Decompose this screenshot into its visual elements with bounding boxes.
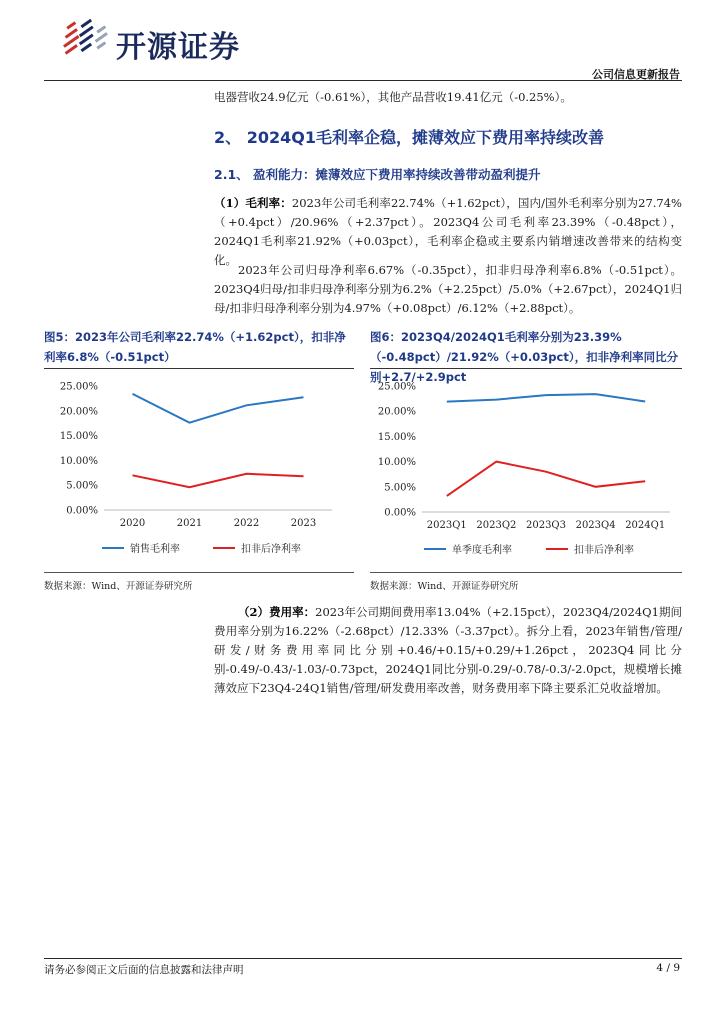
legend-label-2-0: 单季度毛利率 [452,545,512,556]
brand-name: 开源证券 [116,30,240,65]
y-tick-label-1-4: 20.00% [59,406,98,418]
figure6-title: 图6：2023Q4/2024Q1毛利率分别为23.39%（-0.48pct）/21.92%（+0.03pct），扣非净利率同比分别+2.7/+2.9pct [370,330,679,384]
figure5-bottom-rule [44,572,354,573]
doc-type-label: 公司信息更新报告 [592,68,680,81]
y-tick-label-1-5: 25.00% [59,381,98,393]
y-tick-label-2-5: 25.00% [377,381,416,393]
expense-ratio-text: 2023年公司期间费用率13.04%（+2.15pct），2023Q4/2024Q1期间费用率分别为16.22%（-2.68pct）/12.33%（-3.37pct）。拆分上看，2023年销售/管理/研发/财务费用率同比分别+0.46/+0.15/+0.29/+1.26pct，2023Q4同比分别-0.49/-0.43/-1.03/-0.73pct，2024Q1同比分别-0.29/-0.78/-0.3/-2.0pct，规模增长摊薄效应下23Q4-24Q1销售/管理/研发费用率改善，财务费用率下降主要系汇兑收益增加。 [214,605,682,695]
figure6-top-rule [370,368,682,369]
x-tick-label-1-0: 2020 [119,518,146,529]
header-divider [44,80,682,81]
y-tick-label-1-2: 10.00% [59,455,98,467]
legend-label-2-1: 扣非后净利率 [574,545,634,556]
expense-ratio-label: （2）费用率： [238,605,316,619]
gross-margin-label: （1）毛利率： [214,196,292,210]
y-tick-label-2-4: 20.00% [377,406,416,418]
x-tick-label-2-0: 2023Q1 [426,520,467,531]
series-line-2-0 [447,394,645,402]
y-tick-label-2-3: 15.00% [377,431,416,443]
x-tick-label-2-3: 2023Q4 [575,520,616,531]
y-tick-label-1-0: 0.00% [66,505,98,517]
series-line-1-1 [133,474,304,487]
footer-disclaimer: 请务必参阅正文后面的信息披露和法律声明 [44,964,244,976]
y-tick-label-2-1: 5.00% [384,482,416,494]
figure5-title: 图5：2023年公司毛利率22.74%（+1.62pct），扣非净利率6.8%（-0.51pct） [44,330,346,364]
x-tick-label-2-2: 2023Q3 [525,520,567,531]
figure6-bottom-rule [370,572,682,573]
y-tick-label-2-2: 10.00% [377,457,416,469]
section-title: 2、 2024Q1毛利率企稳，摊薄效应下费用率持续改善 [214,128,604,147]
x-tick-label-1-1: 2021 [176,518,203,529]
series-line-1-0 [133,394,304,423]
figure5-chart [44,370,354,570]
figure6-chart [370,370,682,570]
x-tick-label-1-3: 2023 [290,518,317,529]
gross-margin-paragraph [214,194,682,270]
figure6-source: 数据来源：Wind、开源证券研究所 [370,581,519,592]
x-tick-label-2-4: 2024Q1 [625,520,666,531]
brand-logo-icon [62,18,110,62]
subsection-title: 2.1、 盈利能力：摊薄效应下费用率持续改善带动盈利提升 [214,167,541,182]
gross-margin-text: 2023年公司毛利率22.74%（+1.62pct），国内/国外毛利率分别为27.74%（+0.4pct）/20.96%（+2.37pct）。2023Q4公司毛利率23.39%（-0.48pct），2024Q1毛利率21.92%（+0.03pct），毛利率企稳或主要系内销增速改善带来的结构变化。 [214,196,682,267]
footer-divider [44,958,682,959]
x-tick-label-1-2: 2022 [233,518,260,529]
x-tick-label-2-1: 2023Q2 [476,520,517,531]
figure5-top-rule [44,368,354,369]
page-number: 4 / 9 [656,962,680,974]
expense-ratio-paragraph [214,603,682,698]
y-tick-label-2-0: 0.00% [384,507,416,519]
legend-label-1-1: 扣非后净利率 [241,544,301,555]
y-tick-label-1-3: 15.00% [59,431,98,443]
series-line-2-1 [447,462,645,496]
y-tick-label-1-1: 5.00% [66,480,98,492]
net-margin-paragraph: 2023年公司归母净利率6.67%（-0.35pct），扣非归母净利率6.8%（-0.51pct）。2023Q4归母/扣非归母净利率分别为6.2%（+2.25pct）/5.0%（+2.67pct），2024Q1归母/扣非归母净利率分别为4.97%（+0.08pct）/6.12%（+2.88pct）。 [214,263,682,315]
intro-text: 电器营收24.9亿元（-0.61%），其他产品营收19.41亿元（-0.25%）。 [214,90,572,104]
figure5-source: 数据来源：Wind、开源证券研究所 [44,581,193,592]
legend-label-1-0: 销售毛利率 [130,544,180,555]
